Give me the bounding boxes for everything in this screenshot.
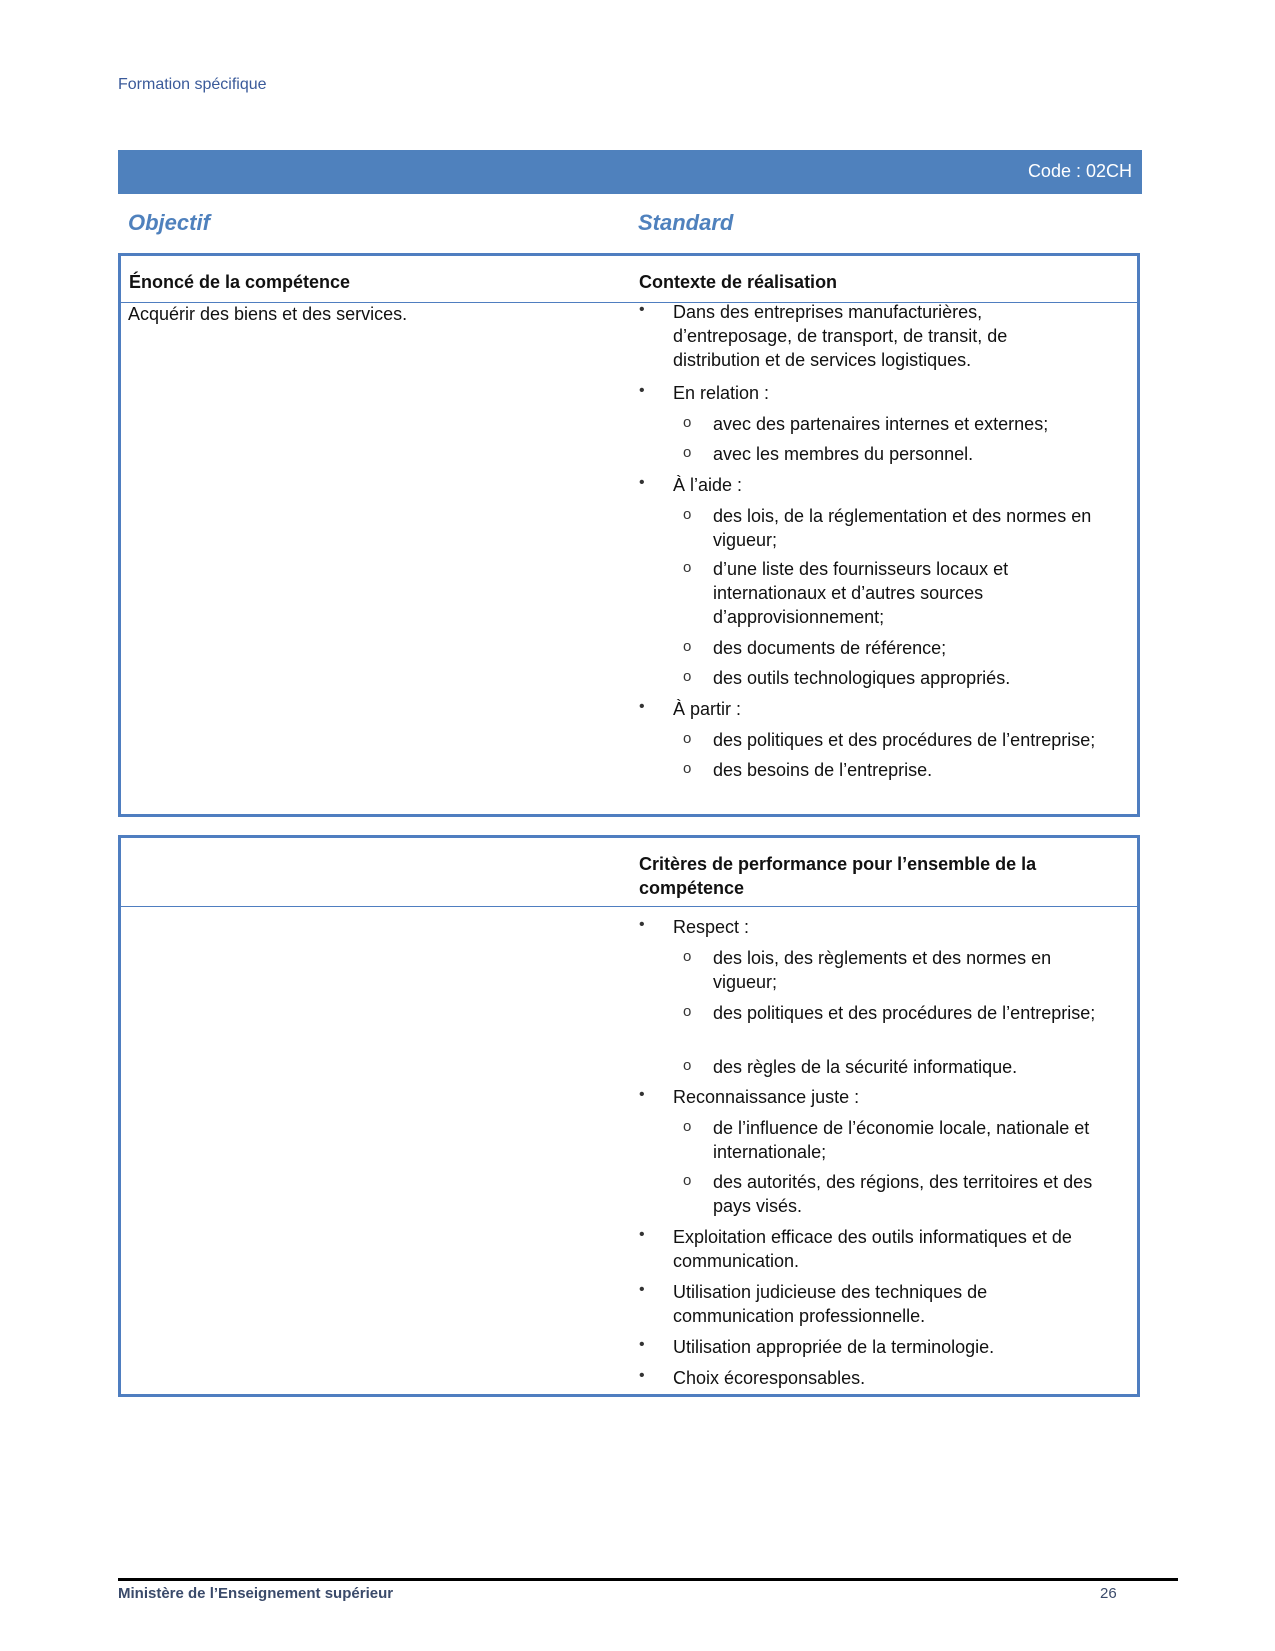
bullet-icon: •	[639, 1226, 645, 1243]
sub-bullet-icon: o	[683, 730, 692, 747]
sub-bullet-icon: o	[683, 444, 692, 461]
sub-list-item: des lois, des règlements et des normes en vigueur;	[713, 948, 1052, 992]
sub-bullet-icon: o	[683, 948, 692, 965]
sub-bullet-icon: o	[683, 1118, 692, 1135]
criteres-heading: Critères de performance pour l’ensemble de la compétence	[639, 854, 1037, 898]
bullet-icon: •	[639, 1367, 645, 1384]
sub-list-item: des politiques et des procédures de l’entreprise;	[713, 730, 1096, 750]
list-item: Utilisation appropriée de la terminologie.	[673, 1337, 995, 1357]
list-item: À partir :	[673, 699, 742, 719]
section-standard-heading: Standard	[638, 210, 734, 235]
sub-bullet-icon: o	[683, 506, 692, 523]
sub-bullet-icon: o	[683, 559, 692, 576]
bullet-icon: •	[639, 698, 645, 715]
list-item: En relation :	[673, 383, 770, 403]
code-bar	[118, 150, 1142, 194]
sub-bullet-icon: o	[683, 638, 692, 655]
list-item: Choix écoresponsables.	[673, 1368, 866, 1388]
sub-list-item: des règles de la sécurité informatique.	[713, 1057, 1018, 1077]
sub-bullet-icon: o	[683, 1172, 692, 1189]
bullet-icon: •	[639, 1281, 645, 1298]
contexte-heading: Contexte de réalisation	[639, 272, 838, 292]
footer-ministry: Ministère de l’Enseignement supérieur	[118, 1585, 394, 1602]
document-header-label: Formation spécifique	[118, 76, 267, 93]
sub-list-item: des politiques et des procédures de l’entreprise;	[713, 1003, 1096, 1023]
sub-list-item: des lois, de la réglementation et des normes en vigueur;	[713, 506, 1092, 550]
sub-list-item: des besoins de l’entreprise.	[713, 760, 933, 780]
footer-divider	[118, 1578, 1178, 1581]
bullet-icon: •	[639, 474, 645, 491]
bullet-icon: •	[639, 916, 645, 933]
sub-list-item: des documents de référence;	[713, 638, 947, 658]
list-item: Respect :	[673, 917, 750, 937]
competence-heading: Énoncé de la compétence	[129, 272, 351, 292]
bullet-icon: •	[639, 382, 645, 399]
sub-bullet-icon: o	[683, 1003, 692, 1020]
sub-bullet-icon: o	[683, 760, 692, 777]
list-item: À l’aide :	[673, 475, 743, 495]
sub-list-item: d’une liste des fournisseurs locaux et internationaux et d’autres sources d’approvisionnement;	[713, 559, 1009, 627]
sub-bullet-icon: o	[683, 414, 692, 431]
sub-list-item: avec des partenaires internes et externes;	[713, 414, 1049, 434]
list-item: Dans des entreprises manufacturières, d’entreposage, de transport, de transit, de distribution et de services logistiques.	[673, 302, 1008, 370]
sub-list-item: de l’influence de l’économie locale, nationale et internationale;	[713, 1118, 1090, 1162]
sub-bullet-icon: o	[683, 668, 692, 685]
bullet-icon: •	[639, 301, 645, 318]
sub-list-item: avec les membres du personnel.	[713, 444, 974, 464]
sub-bullet-icon: o	[683, 1057, 692, 1074]
criteres-table-header	[121, 838, 1137, 907]
competence-statement: Acquérir des biens et des services.	[128, 304, 408, 324]
competence-table-header	[121, 256, 1137, 303]
section-objectif-heading: Objectif	[128, 210, 210, 235]
bullet-icon: •	[639, 1086, 645, 1103]
list-item: Reconnaissance juste :	[673, 1087, 860, 1107]
list-item: Exploitation efficace des outils informatiques et de communication.	[673, 1227, 1072, 1271]
sub-list-item: des autorités, des régions, des territoires et des pays visés.	[713, 1172, 1093, 1216]
footer-page-number: 26	[1100, 1585, 1117, 1602]
list-item: Utilisation judicieuse des techniques de communication professionnelle.	[673, 1282, 988, 1326]
sub-list-item: des outils technologiques appropriés.	[713, 668, 1011, 688]
code-label: Code : 02CH	[1027, 161, 1132, 181]
bullet-icon: •	[639, 1336, 645, 1353]
